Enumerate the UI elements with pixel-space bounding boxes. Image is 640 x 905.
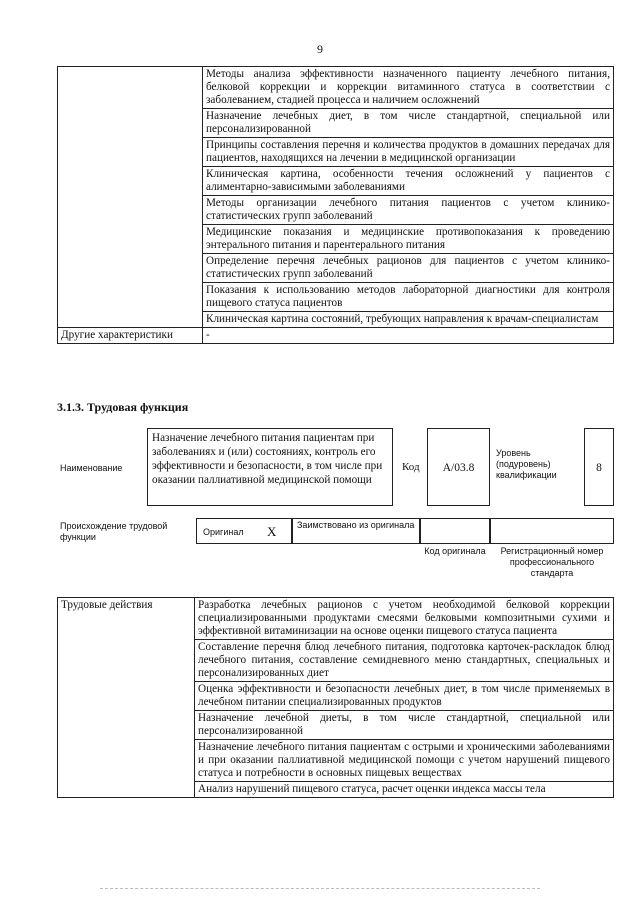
table-cell: Назначение лечебной диеты, в том числе стандартной, специальной или персонализированной — [195, 711, 614, 740]
function-name-value: Назначение лечебного питания пациентам при заболеваниях и (или) состояниях, контроль его эффективности и безопасности, в том числе при оказании паллиативной медицинской помощи — [147, 428, 393, 506]
labor-actions-label: Трудовые действия — [58, 598, 195, 798]
code-label: Код — [402, 461, 420, 473]
other-characteristics-value: - — [203, 328, 614, 344]
table-cell: Клиническая картина, особенности течения осложнений у пациентов с алиментарно-зависимыми заболеваниями — [203, 167, 614, 196]
table-cell: Показания к использованию методов лабораторной диагностики для контроля пищевого статуса пациентов — [203, 283, 614, 312]
code-original-caption: Код оригинала — [424, 546, 486, 556]
borrowed-cell: Заимствовано из оригинала — [292, 518, 420, 544]
reg-number-caption: Регистрационный номер профессионального стандарта — [500, 546, 604, 578]
table-cell: Принципы составления перечня и количества продуктов в домашних передачах для пациентов, находящихся на лечении в медицинской организации — [203, 138, 614, 167]
original-mark: X — [267, 524, 277, 539]
table-cell: Оценка эффективности и безопасности лечебных диет, в том числе применяемых в лечебном питании специализированных продуктов — [195, 682, 614, 711]
code-value: A/03.8 — [427, 428, 490, 506]
table-cell: Медицинские показания и медицинские противопоказания к проведению энтерального питания и парентерального питания — [203, 225, 614, 254]
section-heading: 3.1.3. Трудовая функция — [57, 400, 189, 414]
reg-number-cell — [490, 518, 614, 544]
origin-label: Происхождение трудовой функции — [60, 521, 168, 542]
level-label: Уровень (подуровень) квалификации — [496, 448, 557, 480]
table-cell: Анализ нарушений пищевого статуса, расчет оценки индекса массы тела — [195, 782, 614, 798]
code-original-cell — [420, 518, 490, 544]
table-cell: Клиническая картина состояний, требующих направления к врачам-специалистам — [203, 312, 614, 328]
knowledge-table — [57, 66, 614, 344]
table-cell: Методы анализа эффективности назначенного пациенту лечебного питания, белковой коррекции и коррекции витаминного статуса в соответствии с заболеванием, стадией процесса и наличием осложнений — [203, 67, 614, 109]
original-cell — [196, 518, 292, 544]
name-label: Наименование — [60, 463, 123, 473]
original-label: Оригинал — [203, 527, 244, 537]
table-row — [58, 67, 614, 109]
table-cell: Разработка лечебных рационов с учетом необходимой белковой коррекции специализированными продуктами смесями белковыми композитными сухими и эффективной витаминизации на основе оценки пищевого статуса пациента — [195, 598, 614, 640]
table-row — [58, 598, 614, 640]
level-value: 8 — [584, 428, 614, 506]
table-cell: Определение перечня лечебных рационов для пациентов с учетом клинико-статистических групп заболеваний — [203, 254, 614, 283]
table-cell: Назначение лечебных диет, в том числе стандартной, специальной или персонализированной — [203, 109, 614, 138]
table-cell: Назначение лечебного питания пациентам с острыми и хроническими заболеваниями и при оказании паллиативной медицинской помощи с учетом нарушений пищевого статуса и потребности в основных пищевых веществах — [195, 740, 614, 782]
other-characteristics-label: Другие характеристики — [58, 328, 203, 344]
page-number: 9 — [317, 42, 323, 56]
labor-actions-table — [57, 597, 614, 798]
empty-label-cell — [58, 67, 203, 328]
table-cell: Составление перечня блюд лечебного питания, подготовка карточек-раскладок блюд лечебного питания, составление семидневного меню стандартных, специальных и персонализированных диет — [195, 640, 614, 682]
table-cell: Методы организации лечебного питания пациентов с учетом клинико-статистических групп заболеваний — [203, 196, 614, 225]
table-row — [58, 328, 614, 344]
footer-rule — [100, 888, 540, 889]
